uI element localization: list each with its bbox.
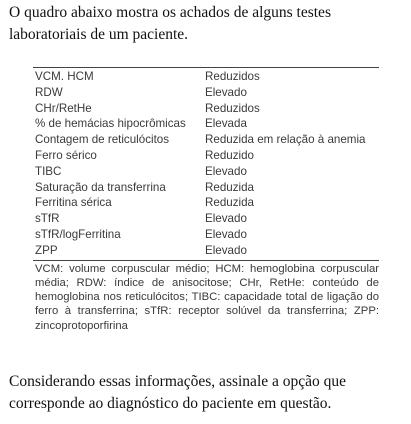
table-row [33,211,379,227]
test-result-cell: Elevado [205,212,247,226]
test-result-cell: Reduzido [205,148,254,162]
table-row [33,69,379,85]
test-name-cell: ZPP [35,243,58,257]
test-result-cell: Elevado [205,243,247,257]
test-result-cell: Reduzidos [205,70,260,83]
test-name-cell: Contagem de reticulócitos [35,133,170,147]
test-result-cell: Elevada [205,117,247,131]
test-name-cell: VCM. HCM [35,70,94,83]
table-row [33,243,379,259]
test-result-cell: Reduzidos [205,101,260,115]
table-row [33,85,379,101]
test-name-cell: % de hemácias hipocrômicas [35,117,186,131]
table-row [33,132,379,148]
table-body [33,68,379,260]
test-name-cell: Ferritina sérica [35,196,112,210]
test-result-cell: Elevado [205,164,247,178]
test-result-cell: Reduzida em relação à anemia [205,133,366,147]
test-name-cell: TIBC [35,164,62,178]
test-name-cell: Ferro sérico [35,148,97,162]
table-row [33,101,379,117]
test-name-cell: sTfR [35,212,60,226]
test-result-cell: Reduzida [205,196,254,210]
table-row [33,164,379,180]
test-name-cell: sTfR/logFerritina [35,227,121,241]
test-name-cell: RDW [35,85,63,99]
test-name-cell: Saturação da transferrina [35,180,166,194]
question-prompt-text: Considerando essas informações, assinale a opção que corresponde ao diagnóstico do paciente em questão. [9,373,347,412]
test-result-cell: Reduzida [205,180,254,194]
test-name-cell: CHr/RetHe [35,101,92,115]
test-result-cell: Elevado [205,85,247,99]
table-footnote: VCM: volume corpuscular médio; HCM: hemoglobina corpuscular média; RDW: índice de anisocitose; CHr, RetHe: conteúdo de hemoglobina nos reticulócitos; TIBC: capacidade total de ligação do ferro à transferrina; sTfR: receptor solúvel da transferrina; ZPP: zincoprotoporfirina [35,262,379,332]
table-row [33,116,379,132]
test-result-cell: Elevado [205,227,247,241]
table-row [33,227,379,243]
table-row [33,195,379,211]
table-row [33,180,379,196]
lab-results-table [33,67,379,333]
table-row [33,148,379,164]
question-intro-text: O quadro abaixo mostra os achados de alguns testes laboratoriais de um paciente. [9,4,331,43]
